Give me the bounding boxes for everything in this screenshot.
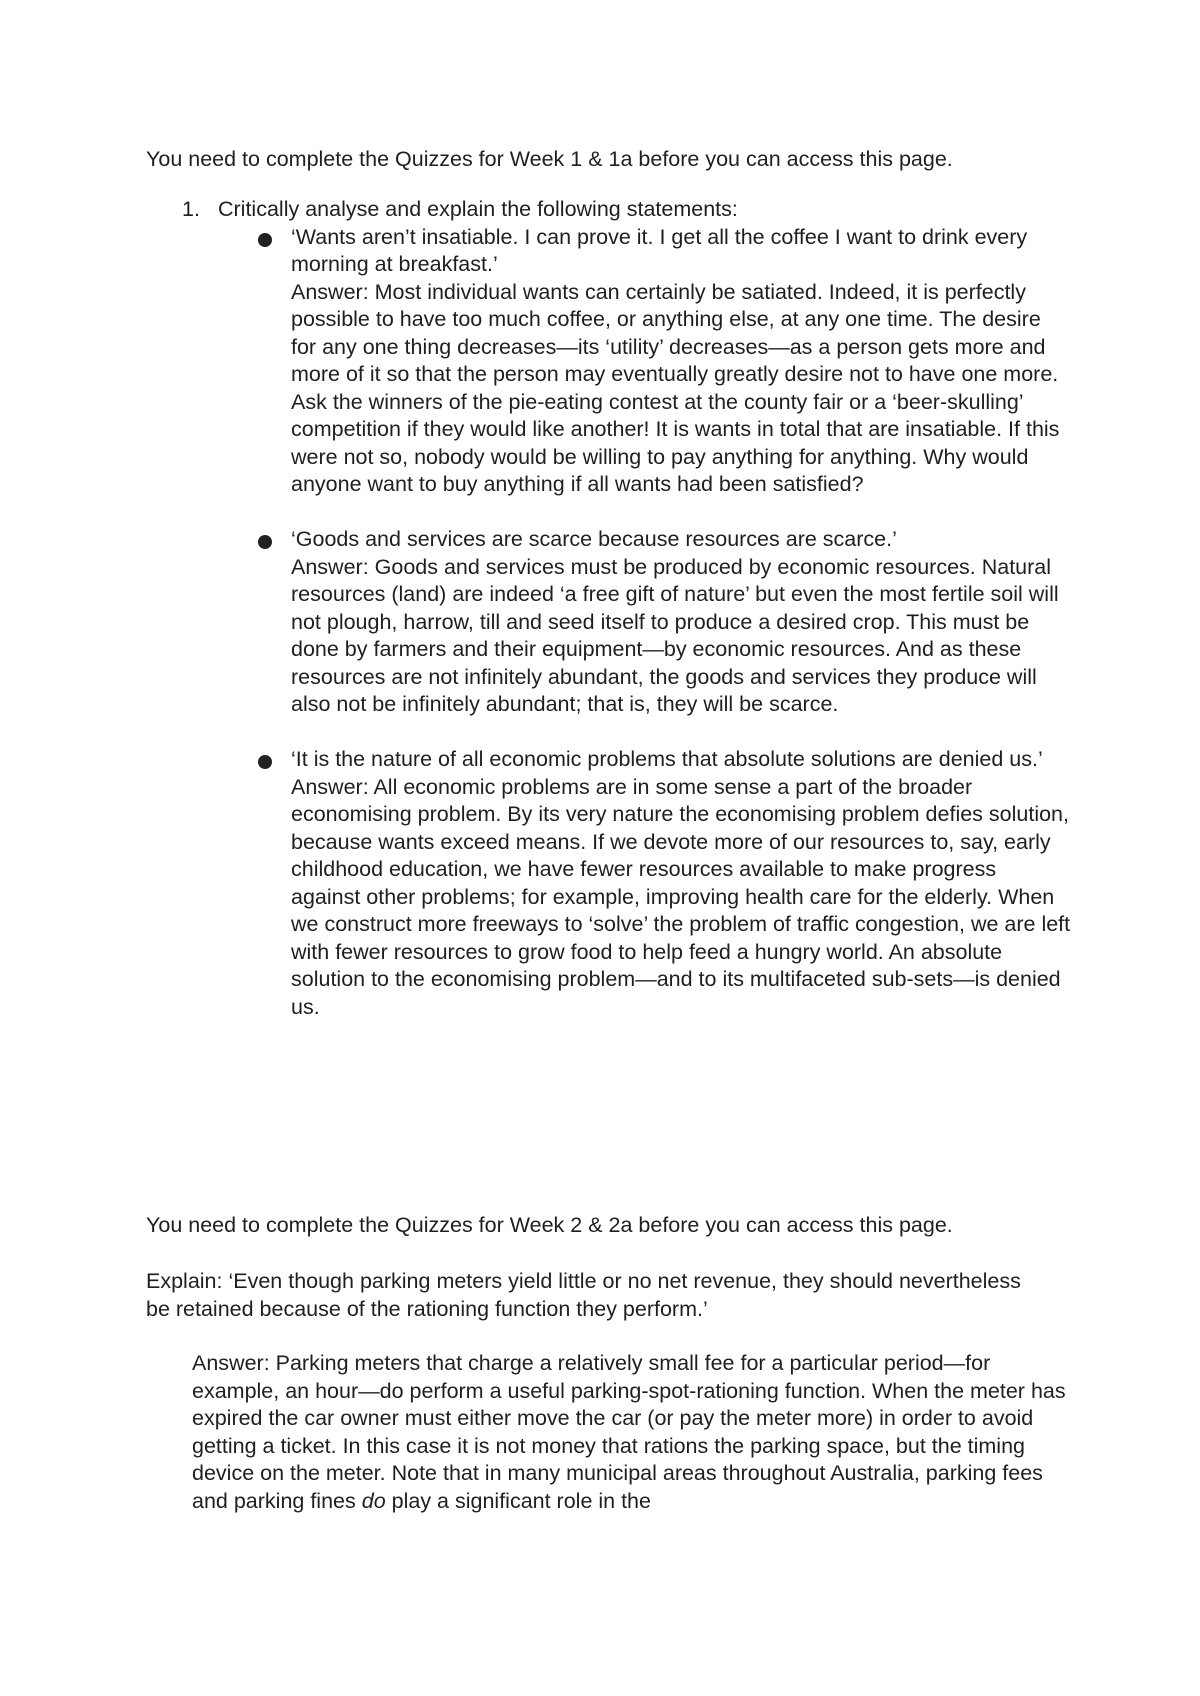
question-heading xyxy=(146,196,1066,224)
bullet-icon xyxy=(258,233,272,247)
question-list xyxy=(146,196,1071,1021)
answer-emphasis: do xyxy=(361,1488,386,1513)
week1-access-notice: You need to complete the Quizzes for Week 1 & 1a before you can access this page. xyxy=(146,147,953,171)
answer-text-part: Answer: Parking meters that charge a relatively small fee for a particular period—for example, an hour—do perform a useful parking-spot-rationing function. When the meter has expired the car owner must either move the car (or pay the meter more) in order to avoid getting a ticket. In this case it is not money that rations the parking space, but the timing device on the meter. Note that in many municipal areas throughout Australia, parking fees and parking fines xyxy=(192,1351,1066,1513)
parking-meter-answer xyxy=(192,1350,1072,1515)
explain-prompt: Explain: ‘Even though parking meters yield little or no net revenue, they should nevertheless be retained because of the rationing function they perform.’ xyxy=(146,1269,1021,1321)
answer-text: Answer: Goods and services must be produced by economic resources. Natural resources (land) are indeed ‘a free gift of nature’ but even the most fertile soil will not plough, harrow, till and seed itself to produce a desired crop. This must be done by farmers and their equipment—by economic resources. And as these resources are not infinitely abundant, the goods and services they produce will also not be infinitely abundant; that is, they will be scarce. xyxy=(291,554,1059,716)
statement-item xyxy=(146,224,1071,499)
question-item xyxy=(146,196,1071,1021)
week2-access-notice: You need to complete the Quizzes for Week 2 & 2a before you can access this page. xyxy=(146,1213,953,1237)
answer-text-part: play a significant role in the xyxy=(385,1488,651,1513)
answer-text: Answer: All economic problems are in some sense a part of the broader economising problem. By its very nature the economising problem defies solution, because wants exceed means. If we devote more of our resources to, say, early childhood education, we have fewer resources available to make progress against other problems; for example, improving health care for the elderly. When we construct more freeways to ‘solve’ the problem of traffic congestion, we are left with fewer resources to grow food to help feed a hungry world. An absolute solution to the economising problem—and to its multifaceted sub-sets—is denied us. xyxy=(291,774,1071,1019)
statement-text: ‘Wants aren’t insatiable. I can prove it. I get all the coffee I want to drink every morning at breakfast.’ xyxy=(291,224,1028,276)
statement-text: ‘Goods and services are scarce because resources are scarce.’ xyxy=(291,527,897,551)
bullet-icon xyxy=(258,535,272,549)
question-text: Critically analyse and explain the following statements: xyxy=(218,197,738,221)
answer-text: Answer: Most individual wants can certainly be satiated. Indeed, it is perfectly possible to have too much coffee, or anything else, at any one time. The desire for any one thing decreases—its ‘utility’ decreases—as a person gets more and more of it so that the person may eventually greatly desire not to have one more. Ask the winners of the pie-eating contest at the county fair or a ‘beer-skulling’ competition if they would like another! It is wants in total that are insatiable. If this were not so, nobody would be willing to pay anything for anything. Why would anyone want to buy anything if all wants had been satisfied? xyxy=(291,279,1060,496)
statement-item xyxy=(146,526,1071,719)
statement-item xyxy=(146,746,1071,1021)
question-number: 1. xyxy=(182,197,200,221)
statement-text: ‘It is the nature of all economic problems that absolute solutions are denied us.’ xyxy=(291,747,1043,771)
statement-list xyxy=(146,224,1071,1022)
bullet-icon xyxy=(258,755,272,769)
